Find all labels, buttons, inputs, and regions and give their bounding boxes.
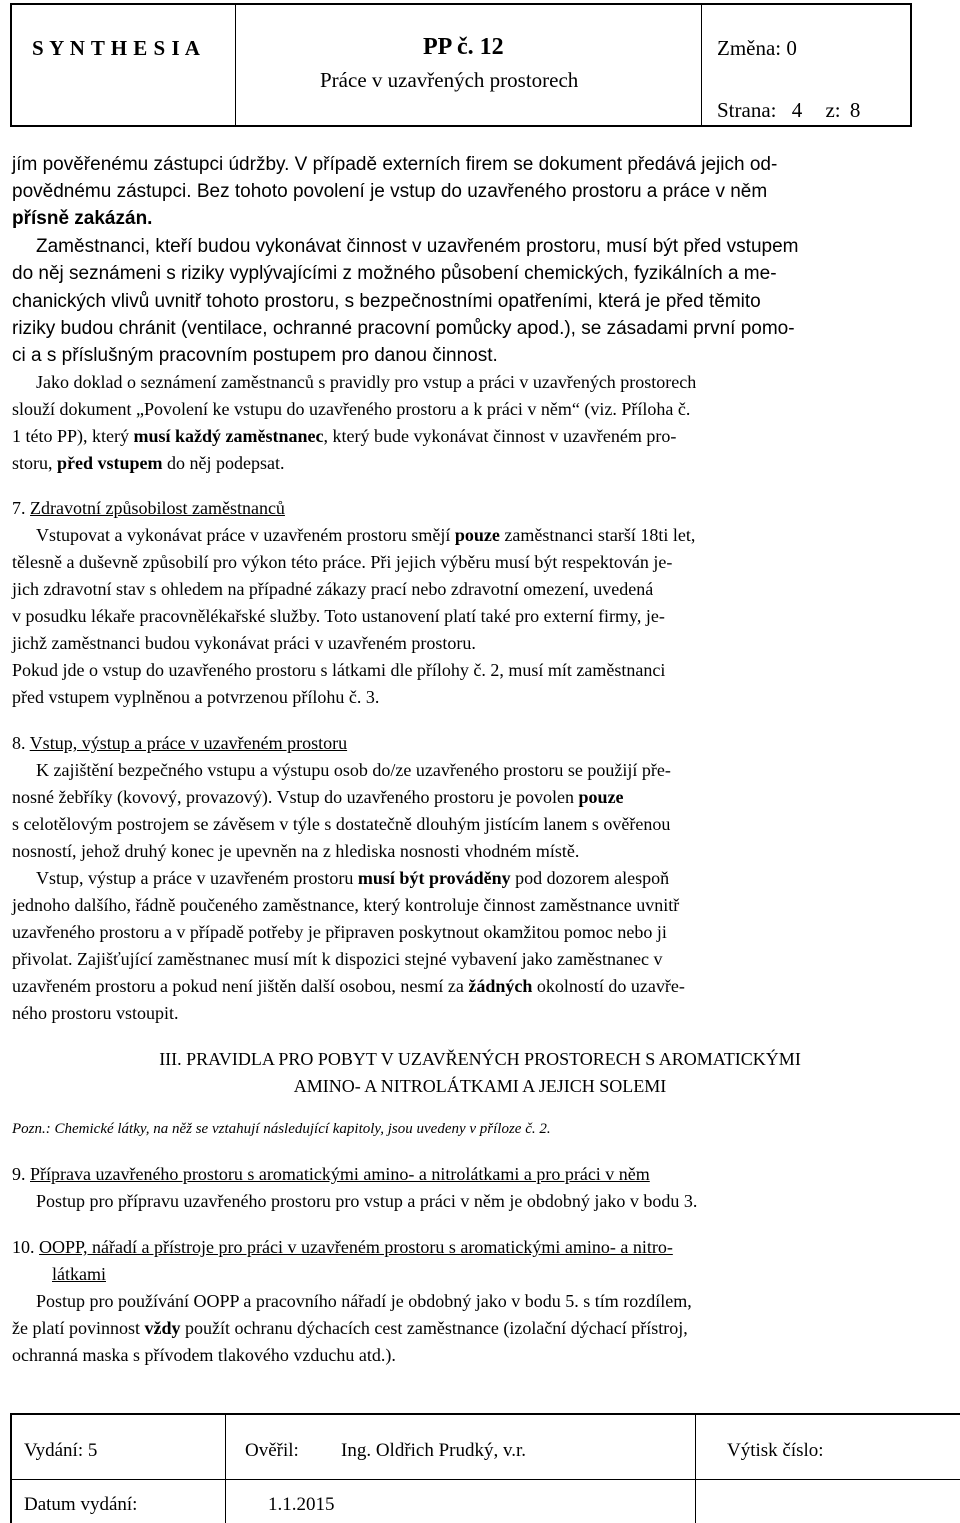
page-indicator [717,98,860,123]
section-title-continued: látkami [52,1264,106,1284]
issue-date-label: Datum vydání: [24,1494,138,1515]
emphasis-text: pouze [454,525,500,545]
paragraph-line: ci a s příslušným pracovním postupem pro danou činnost. [12,345,498,366]
text-run: Vstupovat a vykonávat práce v uzavřeném prostoru smějí [36,525,455,545]
paragraph-line: K zajištění bezpečného vstupu a výstupu osob do/ze uzavřeného prostoru se použijí pře- [36,760,671,780]
text-run: nosné žebříky (kovový, provazový). Vstup do uzavřeného prostoru je povolen [12,787,579,807]
change-number: Změna: 0 [717,36,797,60]
note-text: Pozn.: Chemické látky, na něž se vztahují následující kapitoly, jsou uvedeny v příloze č. 2. [12,1121,551,1137]
text-run: , který bude vykonávat činnost v uzavřeném pro- [323,426,677,446]
edition-number: Vydání: 5 [24,1440,98,1461]
paragraph-line: s celotělovým postrojem se závěsem v týle s dostatečně dlouhým jistícím lanem s ověřenou [12,814,671,834]
page-number: 4 [791,98,803,122]
verified-label: Ověřil: [245,1440,299,1461]
chapter-heading: III. PRAVIDLA PRO POBYT V UZAVŘENÝCH PROSTORECH S AROMATICKÝMI [159,1049,801,1069]
paragraph-line: povědnému zástupci. Bez tohoto povolení je vstup do uzavřeného prostoru a práce v něm [12,181,768,202]
footer-divider [225,1415,226,1523]
section-heading-8 [12,730,347,757]
section-number: 10. [12,1237,35,1257]
paragraph-line: Zaměstnanci, kteří budou vykonávat činnost v uzavřeném prostoru, musí být před vstupem [36,236,799,257]
paragraph-line: přísně zakázán. [12,208,153,229]
paragraph-line: před vstupem vyplněnou a potvrzenou přílohu č. 3. [12,687,380,707]
paragraph-line: jednoho dalšího, řádně poučeného zaměstnance, který kontroluje činnost zaměstnance uvnitř [12,895,680,915]
emphasis-text: pouze [578,787,624,807]
paragraph-line: ného prostoru vstoupit. [12,1003,179,1023]
company-name: S Y N T H E S I A [32,36,201,60]
text-run: zaměstnanci starší 18ti let, [499,525,696,545]
paragraph-line [12,450,285,477]
paragraph-line [12,1315,688,1342]
document-code: PP č. 12 [423,34,504,60]
section-number: 9. [12,1164,26,1184]
paragraph-line: v posudku lékaře pracovnělékařské služby. Toto ustanovení platí také pro externí firmy, je- [12,606,665,626]
paragraph-line: nosností, jehož druhý konec je upevněn na z hlediska nosnosti vhodném místě. [12,841,580,861]
text-run: Vstup, výstup a práce v uzavřeném prostoru [36,868,358,888]
paragraph-line: Pokud jde o vstup do uzavřeného prostoru s látkami dle přílohy č. 2, musí mít zaměstnanci [12,660,666,680]
paragraph-line: chanických vlivů uvnitř tohoto prostoru, s bezpečnostními opatřeními, která je před těmito [12,291,761,312]
paragraph-line: jichž zaměstnanci budou vykonávat práci v uzavřeném prostoru. [12,633,476,653]
page-of-label: z: [825,98,841,122]
paragraph-line [36,865,669,892]
issue-date-value: 1.1.2015 [268,1494,335,1515]
text-run: pod dozorem alespoň [510,868,670,888]
paragraph-line: Postup pro používání OOPP a pracovního nářadí je obdobný jako v bodu 5. s tím rozdílem, [36,1291,692,1311]
emphasis-text: žádných [468,976,533,996]
section-heading-10 [12,1234,673,1261]
page-label: Strana: [717,98,777,122]
paragraph-line: riziky budou chránit (ventilace, ochranné pracovní pomůcky apod.), se zásadami první pomo- [12,318,795,339]
section-heading-9 [12,1161,650,1188]
page-total: 8 [849,98,861,122]
paragraph-line [12,423,676,450]
document-footer [10,1413,960,1523]
text-run: 1 této PP), který [12,426,134,446]
paragraph-line: do něj seznámeni s riziky vyplývajícími z možného působení chemických, fyzikálních a me- [12,263,777,284]
verified-name: Ing. Oldřich Prudký, v.r. [341,1440,527,1461]
emphasis-text: před vstupem [57,453,163,473]
chapter-heading: AMINO- A NITROLÁTKAMI A JEJICH SOLEMI [293,1076,667,1096]
copy-number-label: Výtisk číslo: [727,1440,824,1461]
section-number: 7. [12,498,26,518]
paragraph-line [12,784,624,811]
text-run: do něj podepsat. [162,453,285,473]
section-title: Příprava uzavřeného prostoru s aromatickými amino- a nitrolátkami a pro práci v něm [30,1164,650,1184]
paragraph-line: slouží dokument „Povolení ke vstupu do uzavřeného prostoru a k práci v něm“ (viz. Příloha č. [12,399,691,419]
paragraph-line: uzavřeného prostoru a v případě potřeby je připraven poskytnout okamžitou pomoc nebo ji [12,922,667,942]
emphasis-text: musí každý zaměstnanec [133,426,324,446]
section-title: OOPP, nářadí a přístroje pro práci v uzavřeném prostoru s aromatickými amino- a nitro- [39,1237,673,1257]
paragraph-line: Postup pro přípravu uzavřeného prostoru pro vstup a práci v něm je obdobný jako v bodu 3. [36,1191,698,1211]
document-title: Práce v uzavřených prostorech [320,68,579,92]
section-title: Zdravotní způsobilost zaměstnanců [30,498,285,518]
text-run: storu, [12,453,57,473]
footer-divider [12,1479,960,1480]
text-run: že platí povinnost [12,1318,145,1338]
paragraph-line: přivolat. Zajišťující zaměstnanec musí mít k dispozici stejné vybavení jako zaměstnanec v [12,949,663,969]
header-divider [701,5,702,125]
paragraph-line [12,973,685,1000]
section-title: Vstup, výstup a práce v uzavřeném prostoru [29,733,348,753]
paragraph-line: jím pověřenému zástupci údržby. V případě externích firem se dokument předává jejich od- [12,154,778,175]
paragraph-line: tělesně a duševně způsobilí pro výkon této práce. Při jejich výběru musí být respektován je- [12,552,673,572]
emphasis-text: musí být prováděny [357,868,511,888]
header-divider [235,5,236,125]
paragraph-line: ochranná maska s přívodem tlakového vzduchu atd.). [12,1345,396,1365]
paragraph-line [36,522,695,549]
footer-divider [695,1415,696,1523]
emphasis-text: vždy [144,1318,181,1338]
paragraph-line: jich zdravotní stav s ohledem na případné zákazy prací nebo zdravotní omezení, uvedená [12,579,654,599]
paragraph-line: Jako doklad o seznámení zaměstnanců s pravidly pro vstup a práci v uzavřených prostorech [36,372,697,392]
text-run: použít ochranu dýchacích cest zaměstnance (izolační dýchací přístroj, [180,1318,688,1338]
text-run: okolností do uzavře- [532,976,685,996]
section-heading-7 [12,495,285,522]
section-number: 8. [12,733,26,753]
text-run: uzavřeném prostoru a pokud není jištěn další osobou, nesmí za [12,976,469,996]
